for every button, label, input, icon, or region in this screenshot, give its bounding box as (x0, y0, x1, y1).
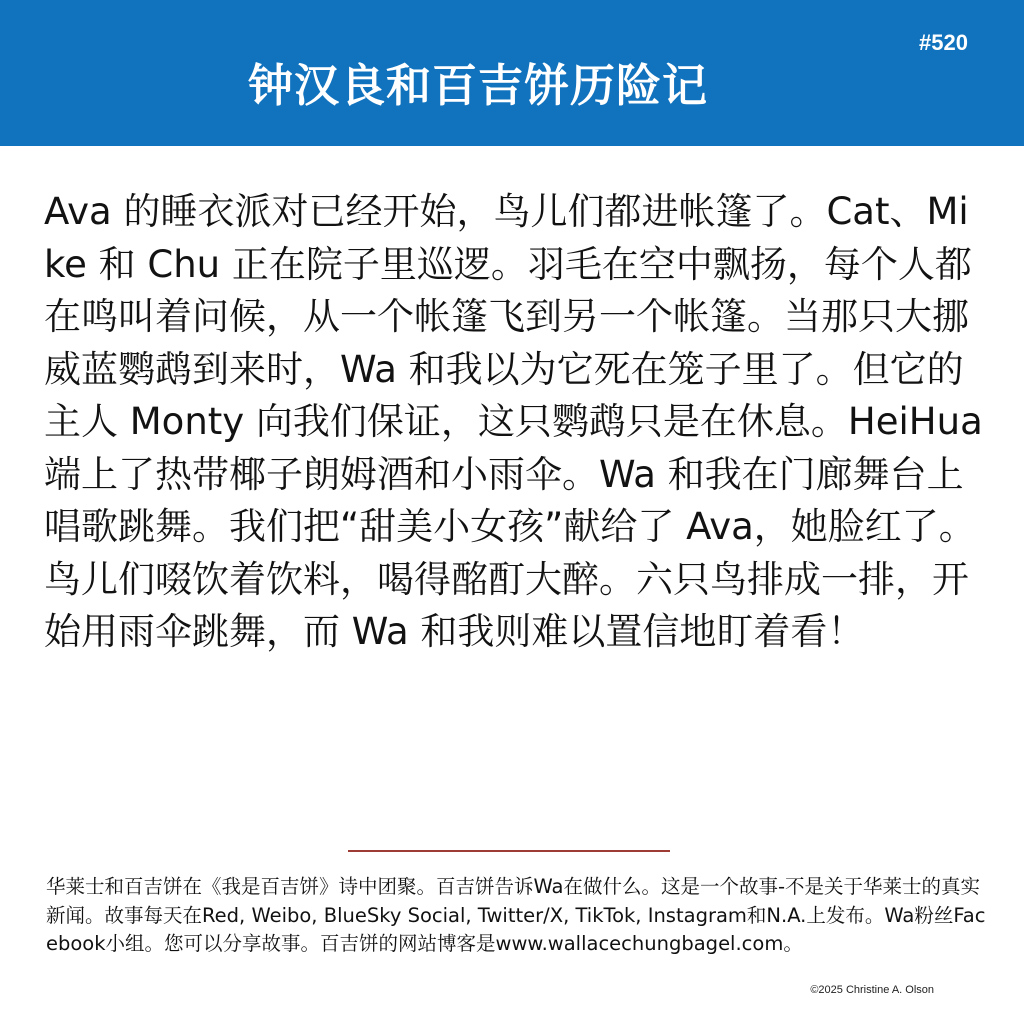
episode-number: #520 (919, 30, 968, 55)
header-banner (0, 0, 1024, 146)
story-text: Ava 的睡衣派对已经开始，鸟儿们都进帐篷了。Cat、Mike 和 Chu 正在院子里巡逻。羽毛在空中飘扬，每个人都在鸣叫着问候，从一个帐篷飞到另一个帐篷。当那只大挪威蓝鹦鹉到来时，Wa 和我以为它死在笼子里了。但它的主人 Monty 向我们保证，这只鹦鹉只是在休息。HeiHua 端上了热带椰子朗姆酒和小雨伞。Wa 和我在门廊舞台上唱歌跳舞。我们把“甜美小女孩”献给了 Ava，她脸红了。鸟儿们啜饮着饮料，喝得酩酊大醉。六只鸟排成一排，开始用雨伞跳舞，而 Wa 和我则难以置信地盯着看！ (44, 190, 983, 653)
divider-line (348, 850, 670, 852)
copyright-notice: ©2025 Christine A. Olson (810, 984, 934, 996)
footer-note: 华莱士和百吉饼在《我是百吉饼》诗中团聚。百吉饼告诉Wa在做什么。这是一个故事-不是关于华莱士的真实新闻。故事每天在Red, Weibo, BlueSky Social, Twitter/X, TikTok, Instagram和N.A.上发布。Wa粉丝Facebook小组。您可以分享故事。百吉饼的网站博客是www.wallacechungbagel.com。 (46, 875, 986, 955)
page-title: 钟汉良和百吉饼历险记 (247, 59, 708, 112)
